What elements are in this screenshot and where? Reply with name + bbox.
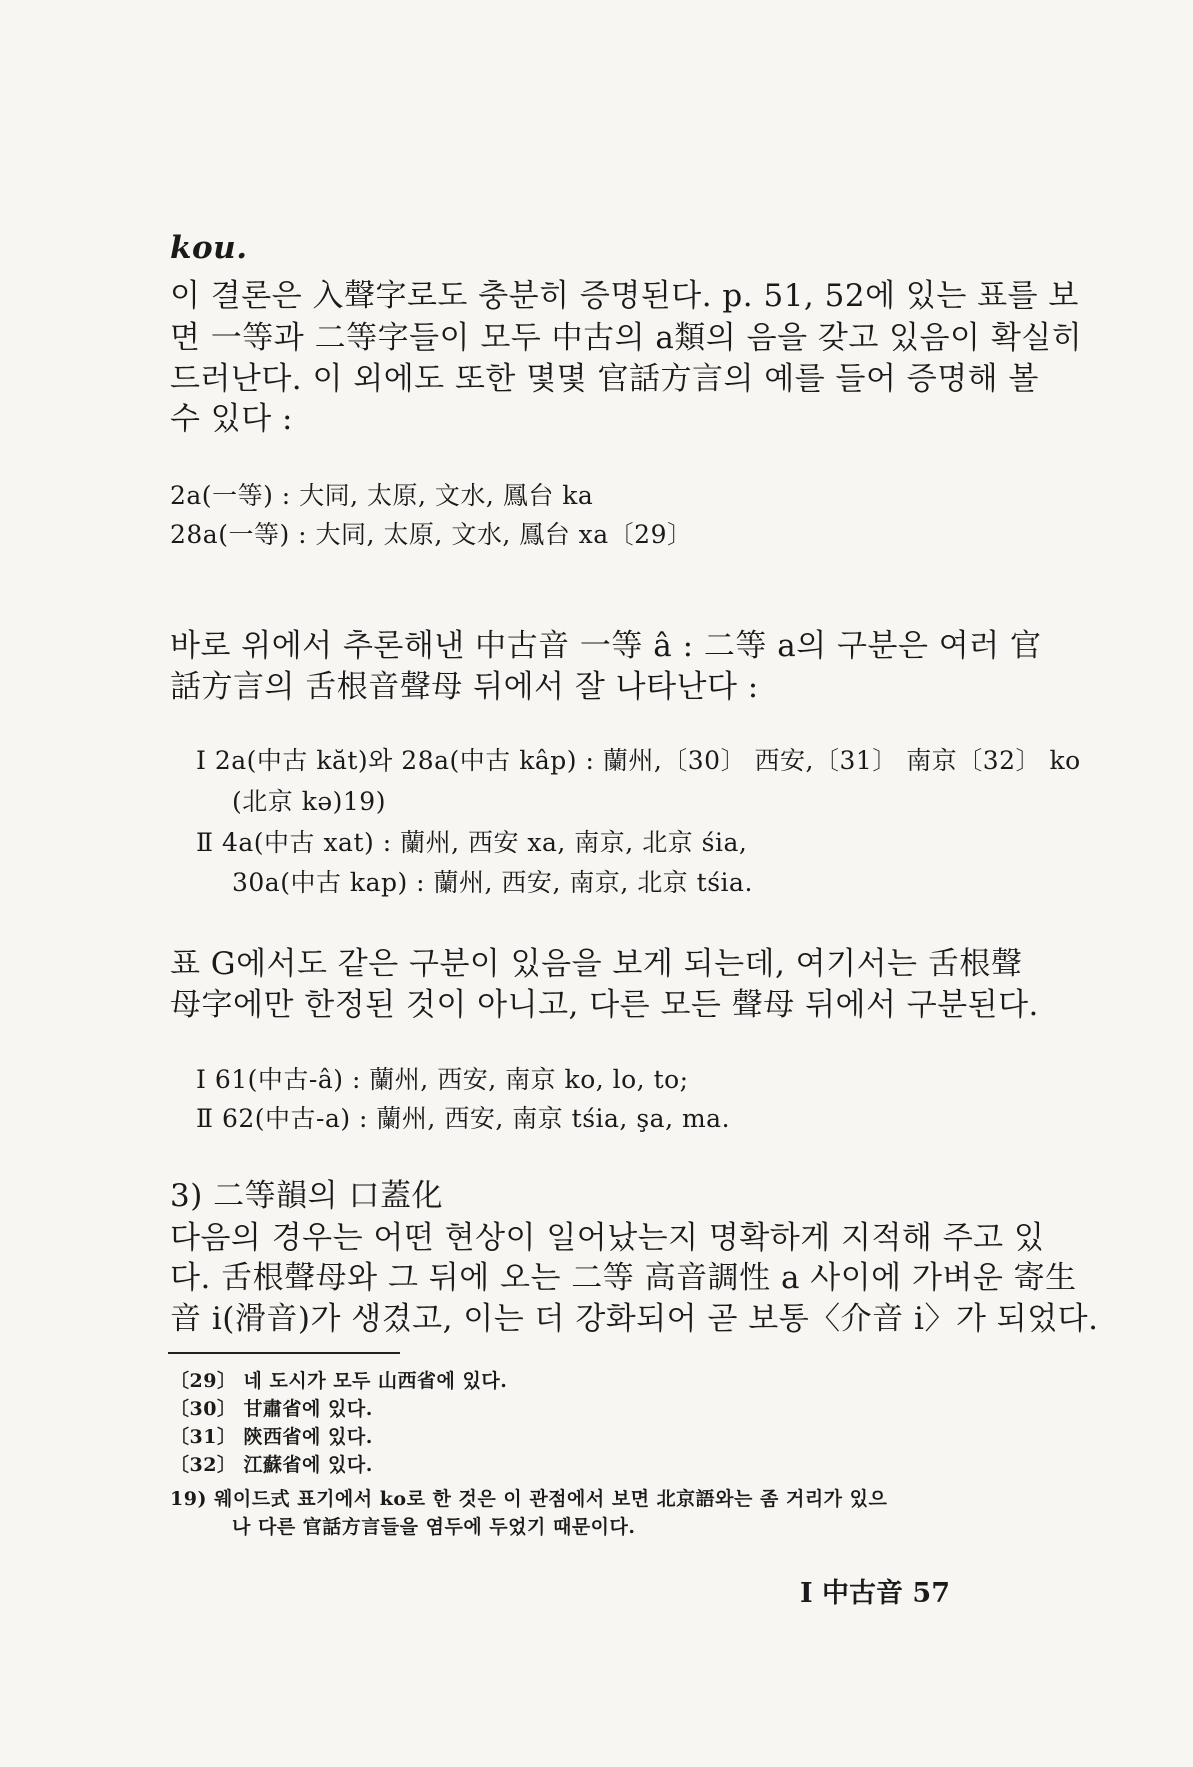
- text-line: 다음의 경우는 어떤 현상이 일어났는지 명확하게 지적해 주고 있: [170, 1220, 1045, 1256]
- section-heading: 3) 二等韻의 口蓋化: [170, 1178, 443, 1214]
- text-line: kou.: [170, 230, 248, 266]
- text-line: 드러난다. 이 외에도 또한 몇몇 官話方言의 예를 들어 증명해 볼: [170, 361, 1039, 397]
- text-line: 母字에만 한정된 것이 아니고, 다른 모든 聲母 뒤에서 구분된다.: [170, 987, 1039, 1023]
- text-line: 話方言의 舌根音聲母 뒤에서 잘 나타난다 :: [170, 669, 759, 705]
- example-line: Ⅱ 62(中古-a) : 蘭州, 西安, 南京 tśia, şa, ma.: [196, 1104, 731, 1133]
- footnote: 〔31〕 陝西省에 있다.: [170, 1426, 373, 1448]
- page-folio: Ⅰ 中古音 57: [800, 1578, 951, 1609]
- example-line: Ⅰ 2a(中古 kăt)와 28a(中古 kâp) : 蘭州,〔30〕 西安,〔31〕 南京〔32〕 ko: [196, 746, 1081, 775]
- footnote: 〔30〕 甘肅省에 있다.: [170, 1398, 373, 1420]
- text-line: 수 있다 :: [170, 401, 293, 437]
- footnote: 〔32〕 江蘇省에 있다.: [170, 1454, 373, 1476]
- text-line: 다. 舌根聲母와 그 뒤에 오는 二等 高音調性 a 사이에 가벼운 寄生: [170, 1260, 1077, 1296]
- example-line: 28a(一等) : 大同, 太原, 文水, 鳳台 xa〔29〕: [170, 520, 693, 549]
- text-line: 면 一等과 二等字들이 모두 中古의 a類의 음을 갖고 있음이 확실히: [170, 320, 1083, 356]
- example-line: Ⅱ 4a(中古 xat) : 蘭州, 西安 xa, 南京, 北京 śia,: [196, 828, 748, 857]
- footnote: 19) 웨이드式 표기에서 ko로 한 것은 이 관점에서 보면 北京語와는 좀 거리가 있으: [170, 1488, 888, 1510]
- example-line: Ⅰ 61(中古-â) : 蘭州, 西安, 南京 ko, lo, to;: [196, 1065, 689, 1094]
- example-line: (北京 kə)19): [232, 787, 386, 816]
- footnote-rule: [168, 1352, 400, 1354]
- footnote: 나 다른 官話方言들을 염두에 두었기 때문이다.: [232, 1516, 636, 1538]
- text-line: 표 G에서도 같은 구분이 있음을 보게 되는데, 여기서는 舌根聲: [170, 946, 1023, 982]
- example-line: 30a(中古 kap) : 蘭州, 西安, 南京, 北京 tśia.: [232, 868, 753, 897]
- example-line: 2a(一等) : 大同, 太原, 文水, 鳳台 ka: [170, 481, 594, 510]
- footnote: 〔29〕 네 도시가 모두 山西省에 있다.: [170, 1370, 508, 1392]
- text-line: 音 i(滑音)가 생겼고, 이는 더 강화되어 곧 보통〈介音 i〉가 되었다.: [170, 1301, 1099, 1337]
- text-line: 이 결론은 入聲字로도 충분히 증명된다. p. 51, 52에 있는 표를 보: [170, 278, 1079, 314]
- text-line: 바로 위에서 추론해낸 中古音 一等 â : 二等 a의 구분은 여러 官: [170, 628, 1042, 664]
